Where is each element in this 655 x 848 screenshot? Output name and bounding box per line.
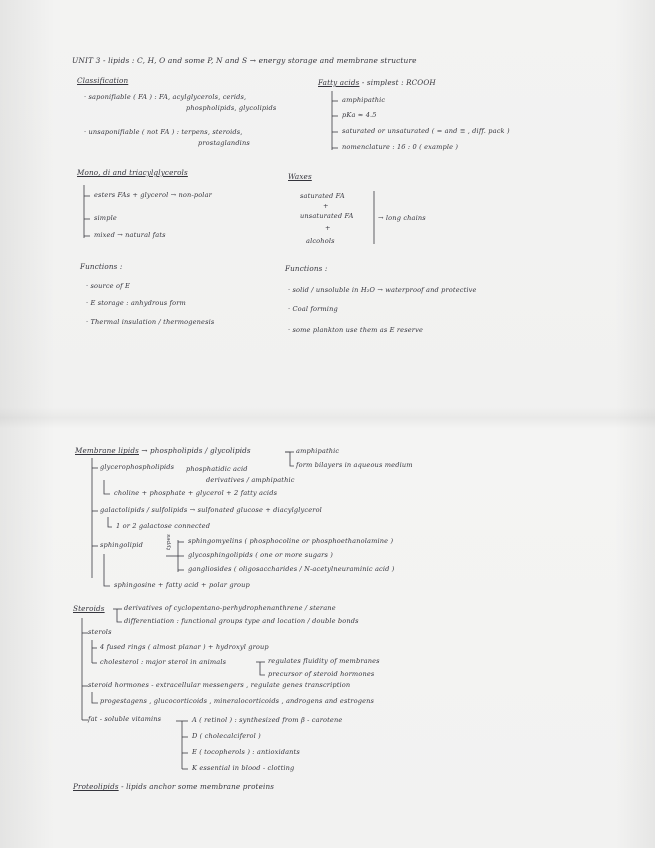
membrane-heading xyxy=(75,446,251,455)
types-label: types xyxy=(166,534,172,550)
steroid-hormones-line: steroid hormones - extracellular messengers , regulate genes transcription xyxy=(88,681,351,689)
unsaponifiable-line: · unsaponifiable ( not FA ) : terpens, steroids, xyxy=(84,128,243,136)
fatty-acids-title: Fatty acids xyxy=(318,78,360,87)
proteolipids-line xyxy=(73,782,274,791)
cholesterol-role: precursor of steroid hormones xyxy=(268,670,375,678)
proteolipids-title: Proteolipids xyxy=(73,782,119,791)
function-left-item: · source of E xyxy=(86,282,130,290)
wax-plus: + xyxy=(325,224,331,232)
wax-result: → long chains xyxy=(378,214,426,222)
galactolipids-line: galactolipids / sulfolipids → sulfonated glucose + diacylglycerol xyxy=(100,506,322,514)
function-left-item: · Thermal insulation / thermogenesis xyxy=(86,318,215,326)
membrane-title: Membrane lipids xyxy=(75,446,139,455)
sphingo-type: glycosphingolipids ( one or more sugars ) xyxy=(188,551,333,559)
fatty-acid-item: saturated or unsaturated ( = and ≡ , diff. pack ) xyxy=(342,127,510,135)
fatty-acid-item: nomenclature : 16 : 0 ( example ) xyxy=(342,143,459,151)
sphingosine-line: sphingosine + fatty acid + polar group xyxy=(114,581,250,589)
choline-line: choline + phosphate + glycerol + 2 fatty acids xyxy=(114,489,278,497)
fatty-acids-heading xyxy=(318,78,436,87)
glycerides-heading: Mono, di and triacylglycerols xyxy=(77,168,188,177)
sterols-sub: 4 fused rings ( almost planar ) + hydroxyl group xyxy=(100,643,269,651)
galacto-sub: 1 or 2 galactose connected xyxy=(116,522,211,530)
wax-saturated: saturated FA xyxy=(300,192,345,200)
glyceride-item: esters FAs + glycerol → non-polar xyxy=(94,191,212,199)
sphingolipid-label: sphingolipid xyxy=(100,541,143,549)
steroids-heading: Steroids xyxy=(73,604,105,613)
glyceride-item: simple xyxy=(94,214,117,222)
wax-unsaturated: unsaturated FA xyxy=(300,212,354,220)
gp-note-2: derivatives / amphipathic xyxy=(206,476,295,484)
function-right-item: · Coal forming xyxy=(288,305,338,313)
vitamin-item: A ( retinol ) : synthesized from β - carotene xyxy=(192,716,343,724)
steroids-desc: differentiation : functional groups type and location / double bonds xyxy=(124,617,359,625)
cholesterol-line: cholesterol : major sterol in animals xyxy=(100,658,227,666)
waxes-heading: Waxes xyxy=(288,172,312,181)
fatty-acid-item: amphipathic xyxy=(342,96,386,104)
cholesterol-role: regulates fluidity of membranes xyxy=(268,657,380,665)
sphingo-type: sphingomyelins ( phosphocoline or phosphoethanolamine ) xyxy=(188,537,394,545)
steroid-hormones-sub: progestagens , glucocorticoids , mineralocorticoids , androgens and estrogens xyxy=(100,697,375,705)
vitamins-label: fat - soluble vitamins xyxy=(88,715,162,723)
unit-title: UNIT 3 - lipids : C, H, O and some P, N and S → energy storage and membrane structure xyxy=(72,56,417,65)
glycerophospholipids-label: glycerophospholipids xyxy=(100,463,175,471)
vitamin-item: K essential in blood - clotting xyxy=(192,764,295,772)
saponifiable-line-2: phospholipids, glycolipids xyxy=(186,104,277,112)
function-right-item: · some plankton use them as E reserve xyxy=(288,326,424,334)
membrane-prop: form bilayers in aqueous medium xyxy=(296,461,413,469)
function-left-item: · E storage : anhydrous form xyxy=(86,299,186,307)
saponifiable-line: · saponifiable ( FA ) : FA, acylglycerols, cerids, xyxy=(84,93,247,101)
membrane-heading-rest: → phospholipids / glycolipids xyxy=(138,446,251,455)
sphingo-type: gangliosides ( oligosaccharides / N-acetylneuraminic acid ) xyxy=(188,565,395,573)
vitamin-item: E ( tocopherols ) : antioxidants xyxy=(192,748,300,756)
function-right-item: · solid / unsoluble in H₂O → waterproof and protective xyxy=(288,286,477,294)
classification-heading: Classification xyxy=(77,76,129,85)
membrane-prop: amphipathic xyxy=(296,447,340,455)
fatty-acid-item: pKa ≈ 4.5 xyxy=(342,111,377,119)
proteolipids-text: - lipids anchor some membrane proteins xyxy=(118,782,275,791)
functions-left-heading: Functions : xyxy=(80,262,123,271)
fatty-acids-summary: - simplest : RCOOH xyxy=(359,78,436,87)
steroids-desc: derivatives of cyclopentano-perhydrophenanthrene / sterane xyxy=(124,604,336,612)
unsaponifiable-line-2: prostaglandins xyxy=(198,139,250,147)
wax-alcohols: alcohols xyxy=(306,237,335,245)
wax-plus: + xyxy=(323,202,329,210)
functions-right-heading: Functions : xyxy=(285,264,328,273)
sterols-label: sterols xyxy=(88,628,112,636)
glyceride-item: mixed → natural fats xyxy=(94,231,166,239)
gp-note: phosphatidic acid xyxy=(186,465,248,473)
vitamin-item: D ( cholecalciferol ) xyxy=(192,732,261,740)
